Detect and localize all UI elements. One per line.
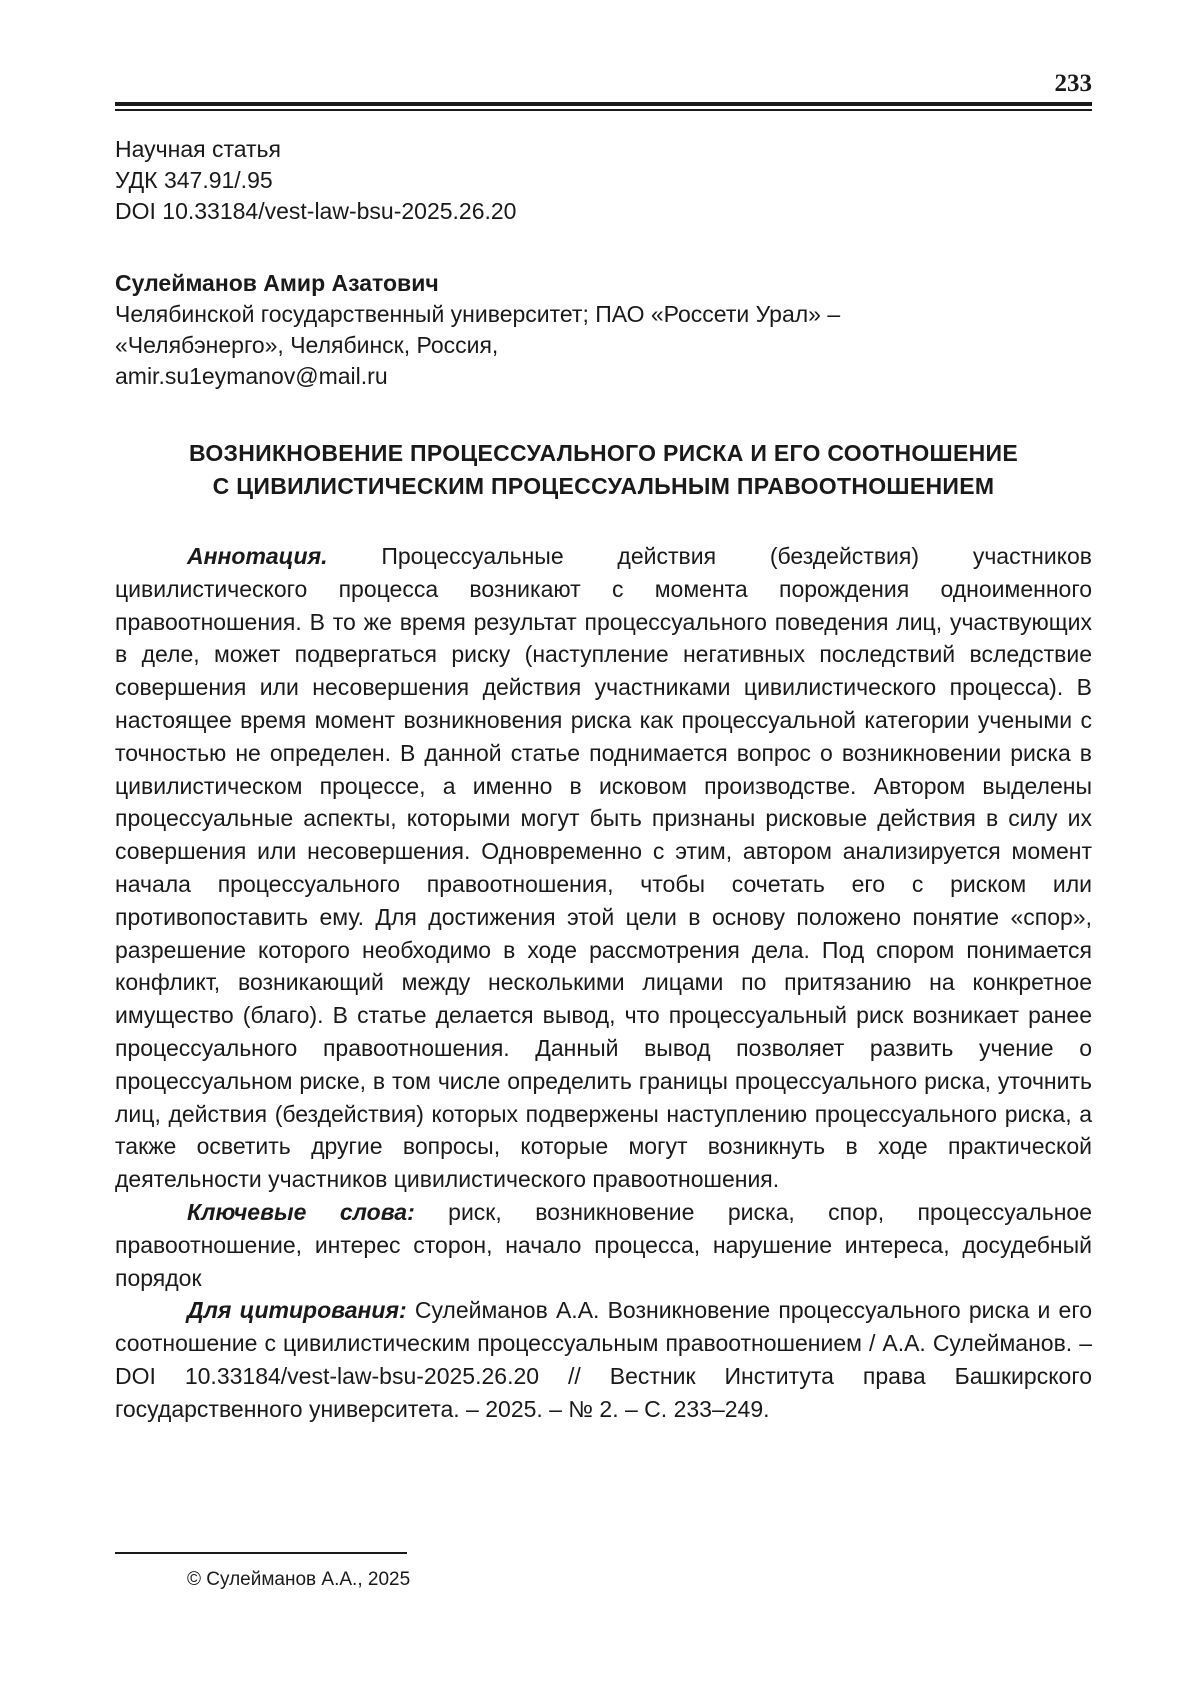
keywords-paragraph [115,1196,1092,1294]
footnote-rule [115,1552,407,1554]
title-line2: С ЦИВИЛИСТИЧЕСКИМ ПРОЦЕССУАЛЬНЫМ ПРАВООТНОШЕНИЕМ [212,473,995,499]
article-meta [115,134,516,227]
article-body [115,540,1092,1426]
article-type: Научная статья [115,136,281,162]
header-rule-thin [115,109,1092,111]
title-line1: ВОЗНИКНОВЕНИЕ ПРОЦЕССУАЛЬНОГО РИСКА И ЕГО СООТНОШЕНИЕ [188,440,1018,466]
author-email: amir.su1eymanov@mail.ru [115,363,388,389]
citation-text: Сулейманов А.А. Возникновение процессуального риска и его соотношение с цивилистическим процессуальным правоотношением / А.А. Сулейманов. – DOI 10.33184/vest-law-bsu-2025.26.20 // Вестник Института права Башкирского государственного университета. – 2025. – № 2. – С. 233–249. [115,1297,1093,1422]
article-title [115,437,1092,503]
doi: DOI 10.33184/vest-law-bsu-2025.26.20 [115,198,517,224]
author-block [115,268,1092,392]
author-name: Сулейманов Амир Азатович [115,270,439,296]
keywords-text: риск, возникновение риска, спор, процессуальное правоотношение, интерес сторон, начало процесса, нарушение интереса, досудебный порядок [115,1198,1092,1291]
keywords-label: Ключевые слова: [187,1198,415,1225]
citation-paragraph [115,1294,1092,1425]
abstract-paragraph [115,540,1092,1196]
author-affiliation-line2: «Челябэнерго», Челябинск, Россия, [115,332,499,358]
copyright-notice: © Сулейманов А.А., 2025 [187,1569,411,1590]
page-number: 233 [1054,70,1092,97]
abstract-label: Аннотация. [187,543,328,569]
citation-label: Для цитирования: [187,1297,407,1324]
header-rule-thick [115,102,1092,106]
author-affiliation-line1: Челябинской государственный университет; ПАО «Россети Урал» – [115,301,841,327]
abstract-text: Процессуальные действия (бездействия) участников цивилистического процесса возникают с момента порождения одноименного правоотношения. В то же время результат процессуального поведения лиц, участвующих в деле, может подвергаться риску (наступление негативных последствий вследствие совершения или несовершения действия участниками цивилистического процесса). В настоящее время момент возникновения риска как процессуальной категории учеными с точностью не определен. В данной статье поднимается вопрос о возникновении риска в цивилистическом процессе, а именно в исковом производстве. Автором выделены процессуальные аспекты, которыми могут быть признаны рисковые действия в силу их совершения или несовершения. Одновременно с этим, автором анализируется момент начала процессуального правоотношения, чтобы сочетать его с риском или противопоставить ему. Для достижения этой цели в основу положено понятие «спор», разрешение которого необходимо в ходе рассмотрения дела. Под спором понимается конфликт, возникающий между несколькими лицами по притязанию на конкретное имущество (благо). В статье делается вывод, что процессуальный риск возникает ранее процессуального правоотношения. Данный вывод позволяет развить учение о процессуальном риске, в том числе определить границы процессуального риска, уточнить лиц, действия (бездействия) которых подвержены наступлению процессуального риска, а также осветить другие вопросы, которые могут возникнуть в ходе практической деятельности участников цивилистического правоотношения. [115,543,1093,1193]
udc-code: УДК 347.91/.95 [115,167,273,193]
